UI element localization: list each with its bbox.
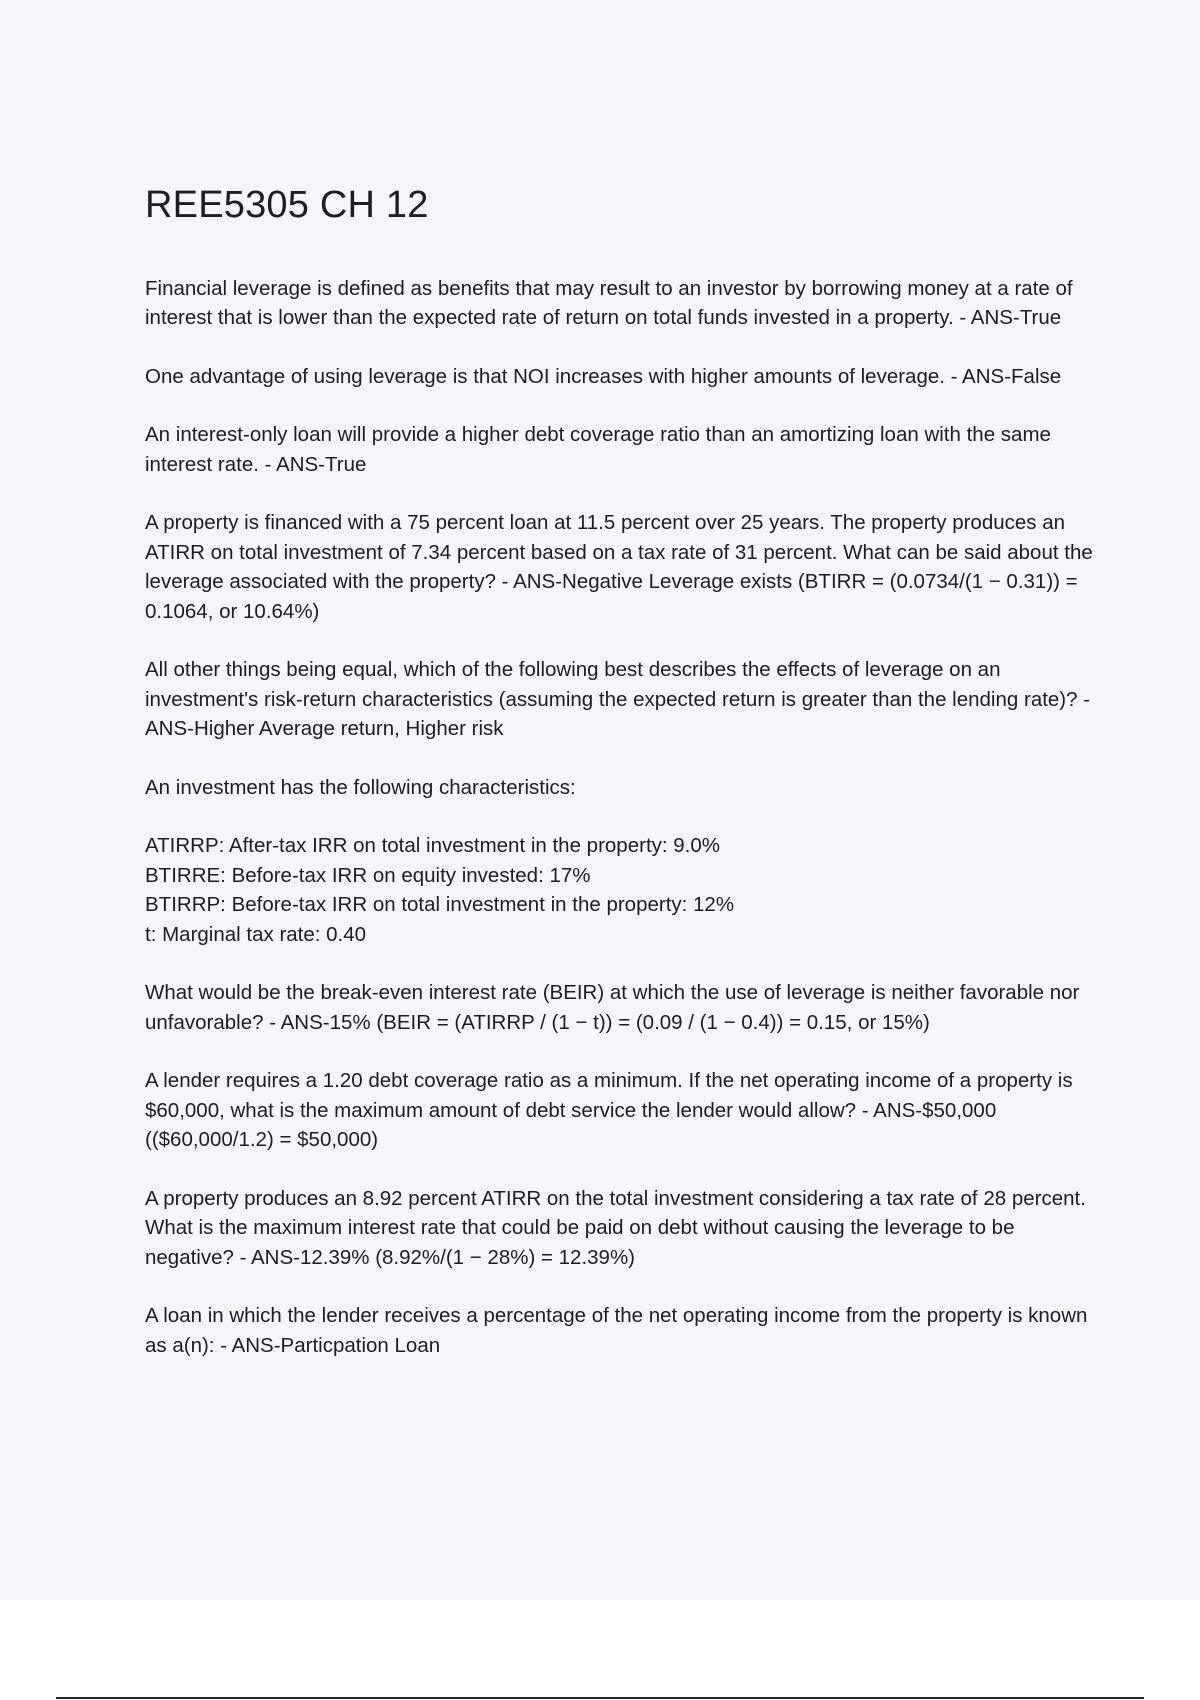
- qa-item-7: A lender requires a 1.20 debt coverage ratio as a minimum. If the net operating income of a property is $60,000, what is the maximum amount of debt service the lender would allow? - ANS-$50,000 (($60,000/1.2) = $50,000): [145, 1069, 1073, 1152]
- qa-item-1: Financial leverage is defined as benefits that may result to an investor by borrowing money at a rate of interest that is lower than the expected rate of return on total funds invested in a property. - ANS-True: [145, 276, 1073, 330]
- qa-item-5: All other things being equal, which of the following best describes the effects of leverage on an investment's risk-return characteristics (assuming the expected return is greater than the lending rate)? - ANS-Higher Average return, Higher risk: [145, 658, 1091, 741]
- qa-item-8: A property produces an 8.92 percent ATIRR on the total investment considering a tax rate of 28 percent. What is the maximum interest rate that could be paid on debt without causing the leverage to be negative? - ANS-12.39% (8.92%/(1 − 28%) = 12.39%): [145, 1186, 1086, 1269]
- qa-item-6-intro: An investment has the following characteristics:: [145, 775, 576, 799]
- page-title: REE5305 CH 12: [145, 184, 429, 226]
- qa-item-9: A loan in which the lender receives a percentage of the net operating income from the property is known as a(n): - ANS-Particpation Loan: [145, 1304, 1088, 1357]
- qa-item-6: What would be the break-even interest rate (BEIR) at which the use of leverage is neither favorable nor unfavorable? - ANS-15% (BEIR = (ATIRRP / (1 − t)) = (0.09 / (1 − 0.4)) = 0.15, or 15%): [145, 981, 1080, 1034]
- characteristics-list: ATIRRP: After-tax IRR on total investment in the property: 9.0% BTIRRE: Before-tax IRR on equity invested: 17% BTIRRP: Before-tax IRR on total investment in the property: 12% t: Marginal tax rate: 0.40: [145, 834, 735, 946]
- qa-item-3: An interest-only loan will provide a higher debt coverage ratio than an amortizing loan with the same interest rate. - ANS-True: [145, 423, 1051, 476]
- qa-item-2: One advantage of using leverage is that NOI increases with higher amounts of leverage. - ANS-False: [145, 364, 1062, 388]
- document-body: [145, 183, 1095, 1389]
- qa-item-4: A property is financed with a 75 percent loan at 11.5 percent over 25 years. The property produces an ATIRR on total investment of 7.34 percent based on a tax rate of 31 percent. What can be said about the leverage associated with the property? - ANS-Negative Leverage exists (BTIRR = (0.0734/(1 − 0.31)) = 0.1064, or 10.64%): [145, 511, 1093, 623]
- page-bottom-divider: [56, 1697, 1144, 1699]
